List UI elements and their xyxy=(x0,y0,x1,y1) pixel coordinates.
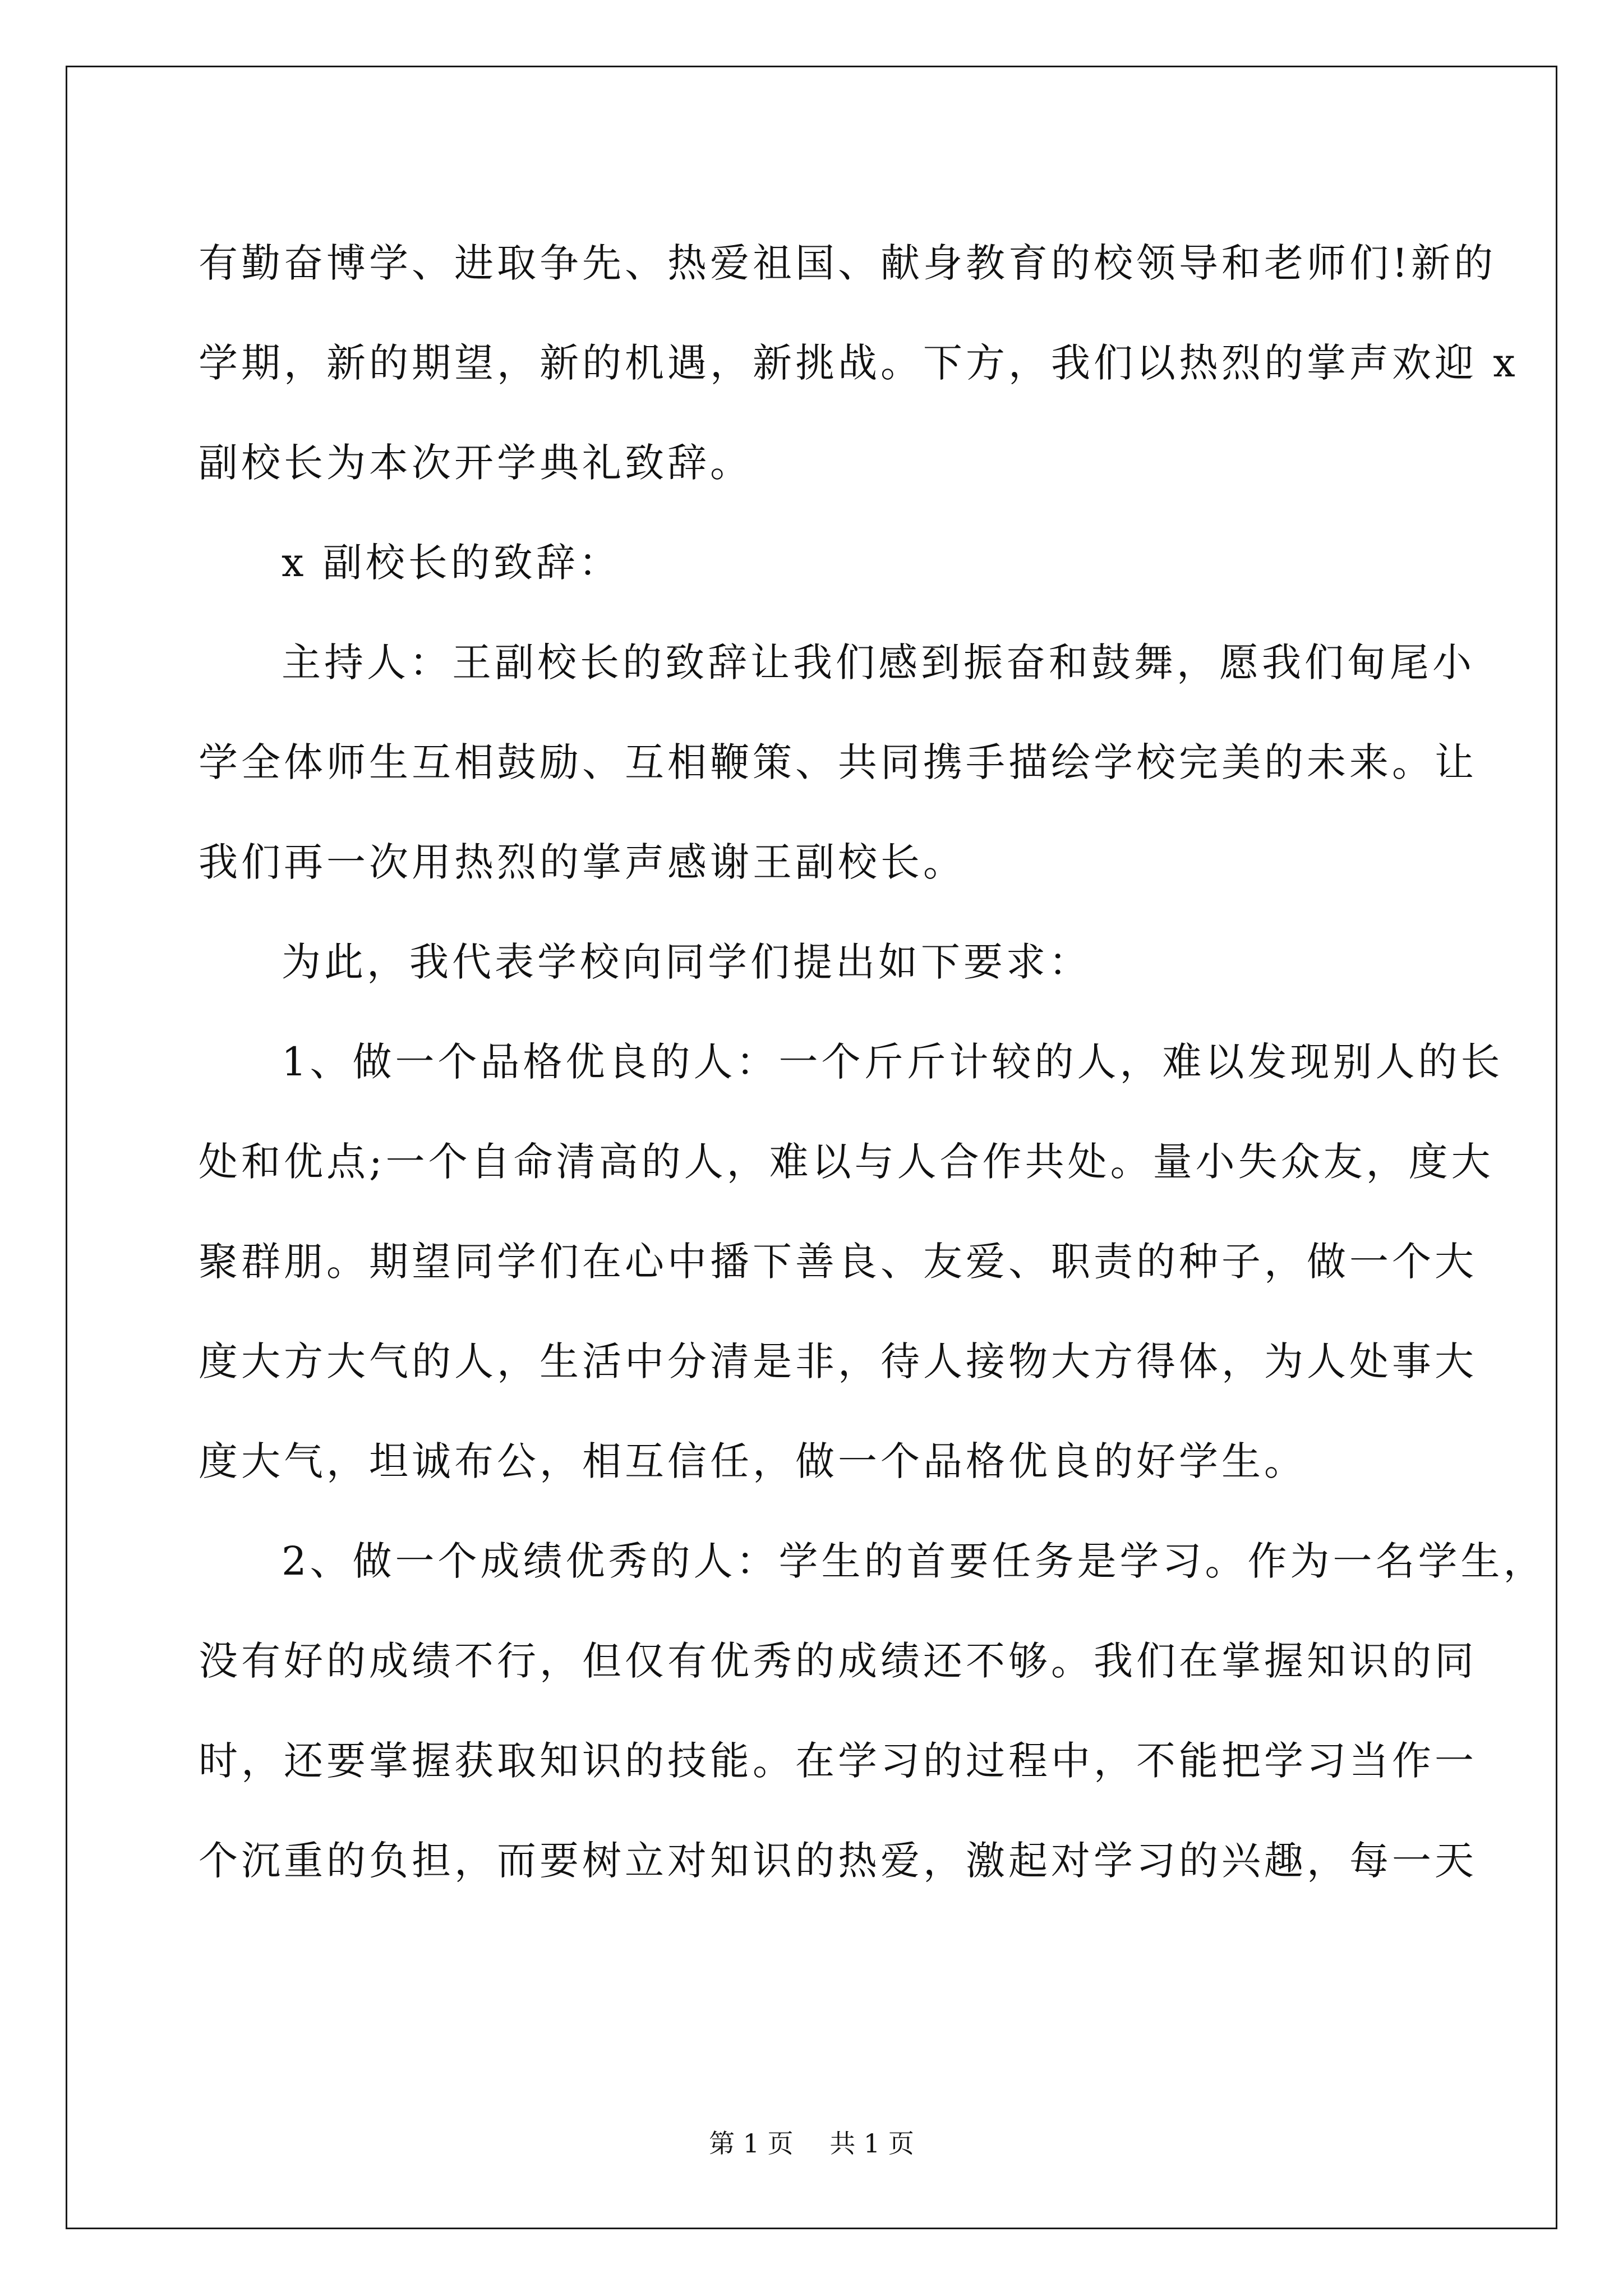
text-line: 度大方大气的人，生活中分清是非，待人接物大方得体，为人处事大 xyxy=(199,1338,1477,1384)
page-number-total: 共 1 页 xyxy=(829,2128,914,2159)
paragraph-heading: x 副校长的致辞： xyxy=(282,540,621,586)
document-body xyxy=(199,213,1546,1911)
text-line: 有勤奋博学、进取争先、热爱祖国、献身教育的校领导和老师们!新的 xyxy=(199,240,1497,286)
text-line: 我们再一次用热烈的掌声感谢王副校长。 xyxy=(199,839,966,885)
text-line: 没有好的成绩不行，但仅有优秀的成绩还不够。我们在掌握知识的同 xyxy=(199,1638,1477,1684)
text-line: 学全体师生互相鼓励、互相鞭策、共同携手描绘学校完美的未来。让 xyxy=(199,739,1477,785)
text-line: 聚群朋。期望同学们在心中播下善良、友爱、职责的种子，做一个大 xyxy=(199,1239,1477,1285)
text-line: 时，还要掌握获取知识的技能。在学习的过程中，不能把学习当作一 xyxy=(199,1738,1477,1784)
text-line: 副校长为本次开学典礼致辞。 xyxy=(199,440,753,486)
text-line: 个沉重的负担，而要树立对知识的热爱，激起对学习的兴趣，每一天 xyxy=(199,1838,1477,1884)
text-line: 为此，我代表学校向同学们提出如下要求： xyxy=(282,939,1091,985)
text-line: 处和优点;一个自命清高的人，难以与人合作共处。量小失众友，度大 xyxy=(199,1139,1494,1185)
text-line: 度大气，坦诚布公，相互信任，做一个品格优良的好学生。 xyxy=(199,1438,1307,1484)
page-footer xyxy=(0,2123,1623,2160)
text-line: 学期，新的期望，新的机遇，新挑战。下方，我们以热烈的掌声欢迎 x xyxy=(199,340,1519,386)
page-number-current: 第 1 页 xyxy=(709,2128,794,2159)
text-line: 主持人：王副校长的致辞让我们感到振奋和鼓舞，愿我们甸尾小 xyxy=(282,639,1475,685)
text-line: 2、做一个成绩优秀的人：学生的首要任务是学习。作为一名学生， xyxy=(282,1538,1546,1584)
text-line: 1、做一个品格优良的人：一个斤斤计较的人，难以发现别人的长 xyxy=(282,1039,1504,1085)
